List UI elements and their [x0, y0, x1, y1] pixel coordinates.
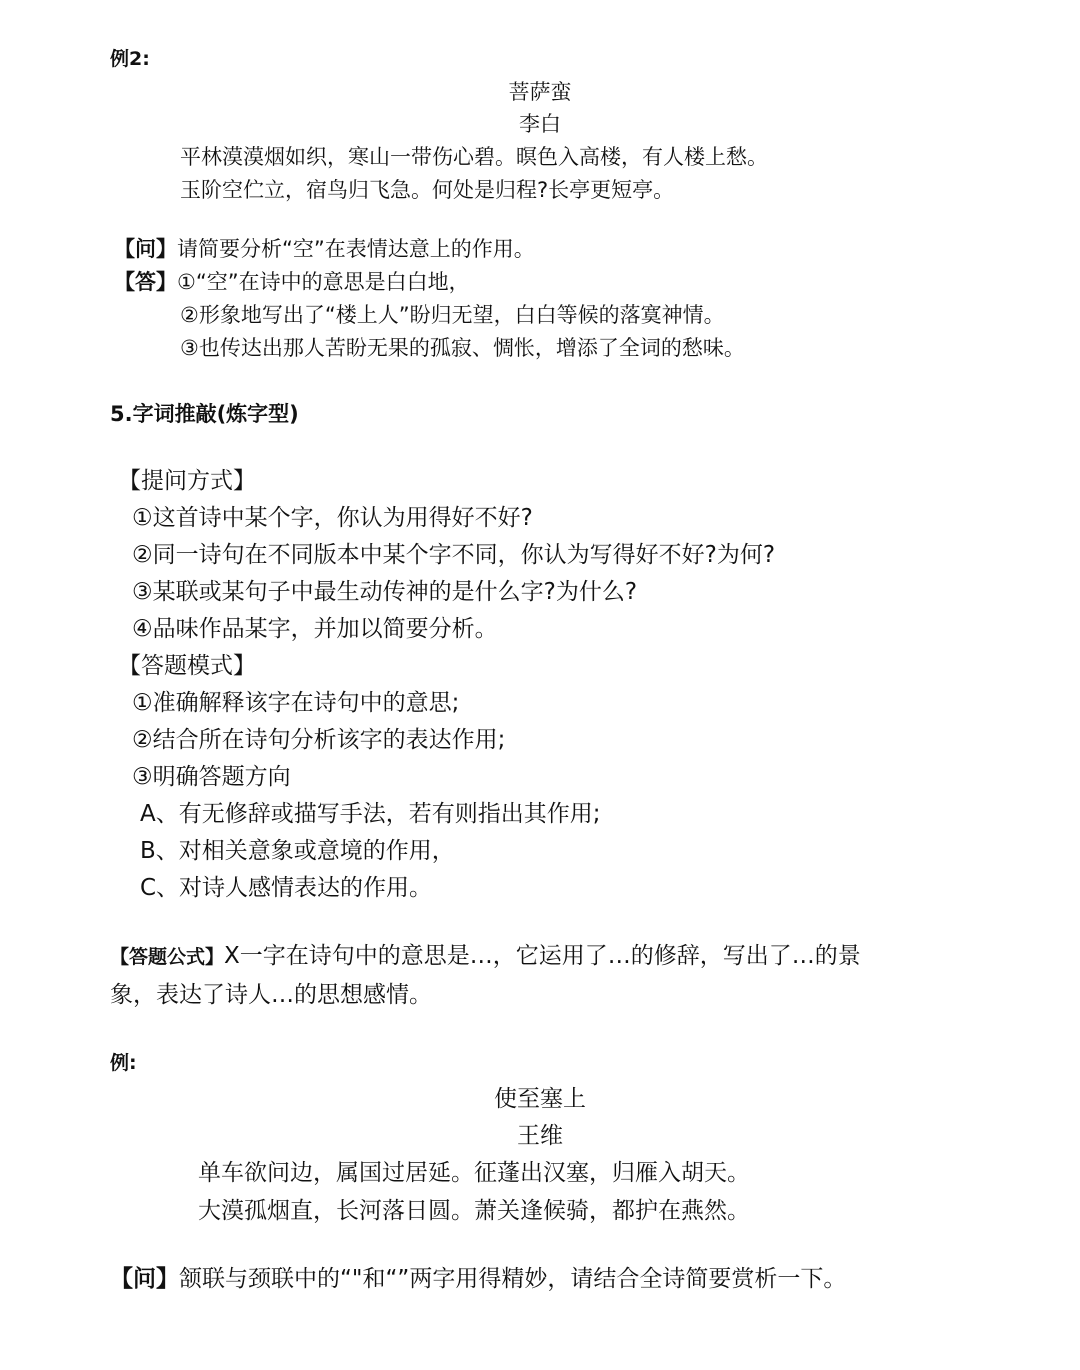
ask-item-1: ①这首诗中某个字，你认为用得好不好? [132, 505, 533, 531]
mode-item-3: ③明确答题方向 [132, 764, 291, 790]
example2-poem-line-2: 玉阶空伫立，宿鸟归飞急。何处是归程?长亭更短亭。 [180, 178, 675, 202]
ask-item-4: ④品味作品某字，并加以简要分析。 [132, 616, 498, 642]
example-poem-line-2: 大漠孤烟直，长河落日圆。萧关逢候骑，都护在燕然。 [198, 1198, 750, 1224]
answer-line-2: ②形象地写出了“楼上人”盼归无望，白白等候的落寞神情。 [180, 303, 725, 327]
example-poem-author: 王维 [517, 1123, 563, 1149]
direction-item-c: C、对诗人感情表达的作用。 [140, 875, 433, 901]
example2-question [114, 239, 535, 260]
example-poem-title: 使至塞上 [494, 1086, 586, 1112]
mode-item-1: ①准确解释该字在诗句中的意思; [132, 690, 460, 716]
formula-text-1: X一字在诗句中的意思是…，它运用了…的修辞，写出了…的景 [224, 943, 861, 969]
mode-heading: 【答题模式】 [118, 653, 256, 679]
section-title: 5.字词推敲(炼字型) [110, 402, 299, 426]
formula-line-2: 象，表达了诗人…的思想感情。 [110, 982, 432, 1008]
example-heading: 例: [110, 1052, 137, 1074]
example-poem-line-1: 单车欲问边，属国过居延。征蓬出汉塞，归雁入胡天。 [198, 1160, 750, 1186]
example2-poem-line-1: 平林漠漠烟如织，寒山一带伤心碧。暝色入高楼，有人楼上愁。 [180, 145, 768, 169]
answer-line-3: ③也传达出那人苦盼无果的孤寂、惆怅，增添了全词的愁味。 [180, 336, 745, 360]
example2-poem-author: 李白 [519, 112, 561, 136]
example-question [110, 1268, 846, 1291]
answer-line-1: ①“空”在诗中的意思是白白地， [177, 270, 470, 294]
example-question-text: 颔联与颈联中的“"和“”两字用得精妙，请结合全诗简要赏析一下。 [179, 1266, 847, 1292]
direction-item-a: A、有无修辞或描写手法，若有则指出其作用; [140, 801, 601, 827]
ask-item-2: ②同一诗句在不同版本中某个字不同，你认为写得好不好?为何? [132, 542, 776, 568]
example2-answer [114, 272, 470, 293]
direction-item-b: B、对相关意象或意境的作用， [140, 838, 455, 864]
example2-heading: 例2: [110, 48, 150, 70]
formula-tag: 【答题公式】 [110, 946, 225, 968]
question-tag: 【问】 [114, 237, 177, 261]
mode-item-2: ②结合所在诗句分析该字的表达作用; [132, 727, 506, 753]
ask-heading: 【提问方式】 [118, 468, 256, 494]
formula-line-1 [110, 945, 861, 968]
ask-item-3: ③某联或某句子中最生动传神的是什么字?为什么? [132, 579, 638, 605]
question-text: 请简要分析“空”在表情达意上的作用。 [177, 237, 535, 261]
answer-tag: 【答】 [114, 270, 177, 294]
example2-poem-title: 菩萨蛮 [508, 80, 572, 104]
example-question-tag: 【问】 [110, 1266, 179, 1292]
